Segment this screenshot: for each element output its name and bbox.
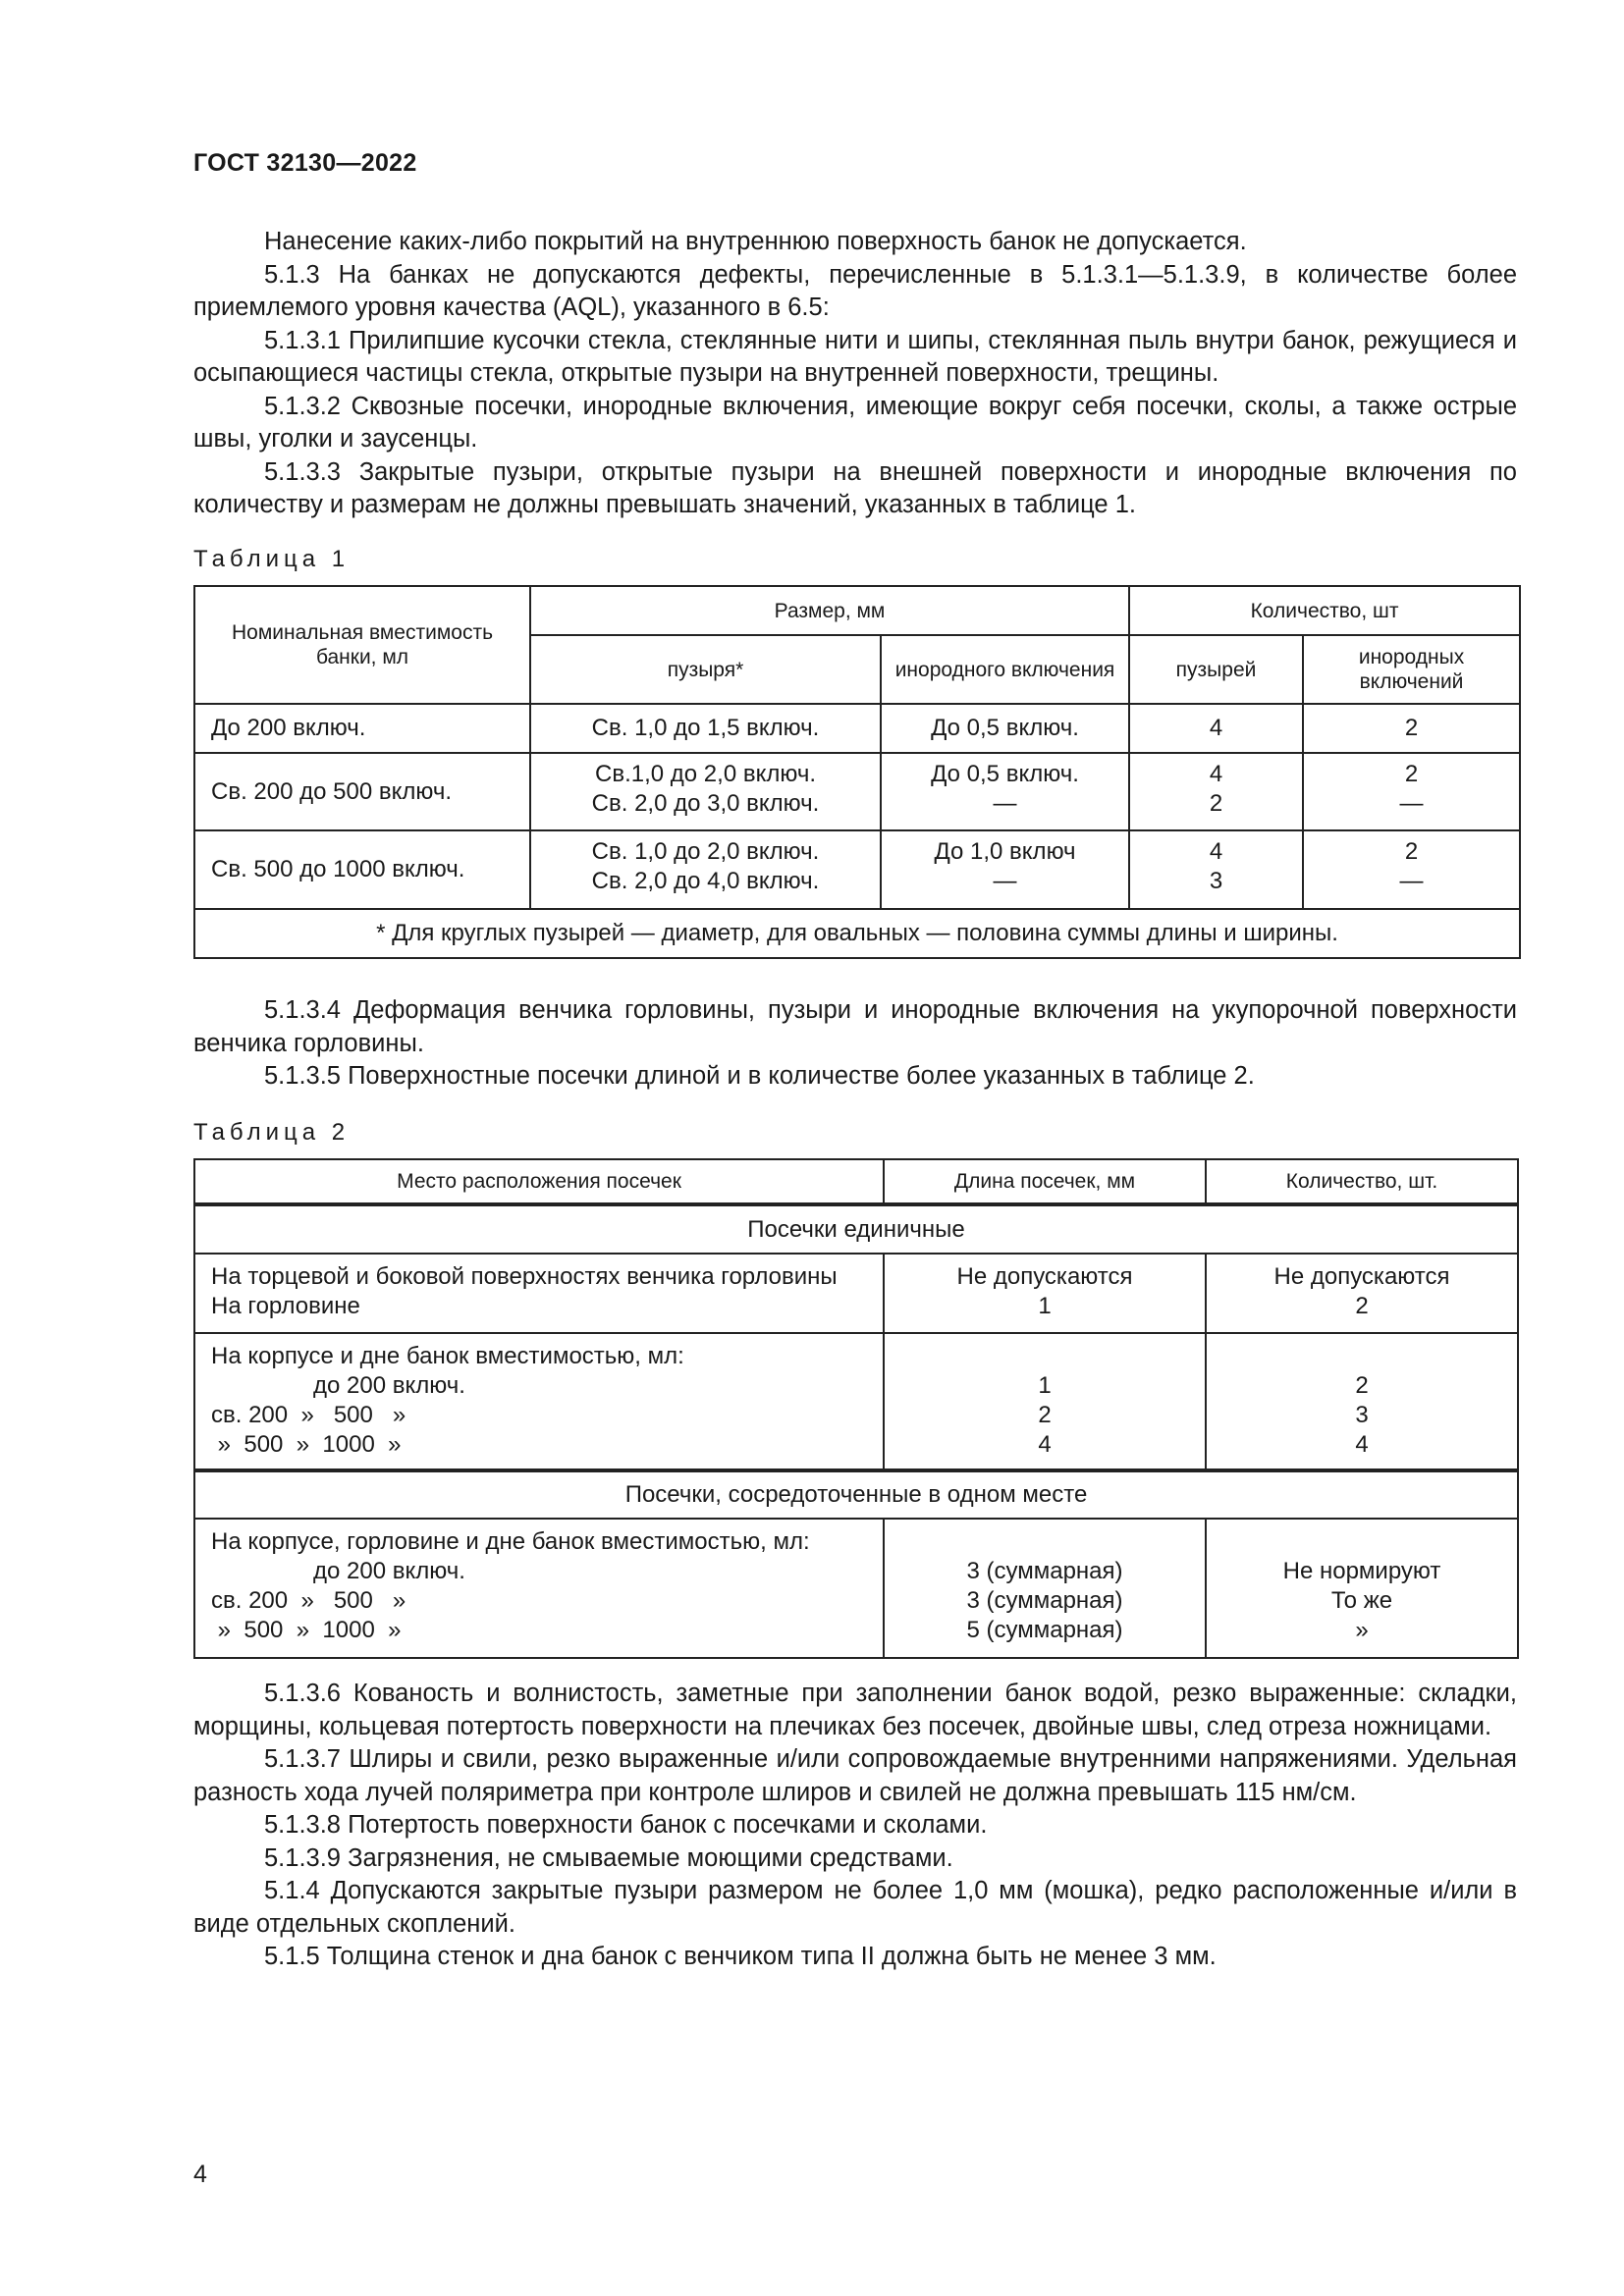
cell-line: 3 (суммарная) bbox=[966, 1558, 1123, 1584]
header-inclusions: инородных включений bbox=[1303, 635, 1520, 704]
cell-line: На корпусе и дне банок вместимостью, мл: bbox=[211, 1343, 684, 1369]
table-row bbox=[194, 704, 1520, 753]
cell-inclusion: До 0,5 включ. bbox=[881, 704, 1129, 753]
paragraph: Нанесение каких-либо покрытий на внутреннюю поверхность банок не допускается. bbox=[264, 228, 1247, 255]
table-row bbox=[194, 1333, 1518, 1470]
header-bubbles: пузырей bbox=[1129, 635, 1303, 704]
cell-line: 4 bbox=[1209, 838, 1223, 865]
cell-line: » 500 » 1000 » bbox=[211, 1617, 402, 1643]
cell-quantity bbox=[1206, 1254, 1518, 1333]
header-size: Размер, мм bbox=[530, 586, 1129, 635]
cell-bubble bbox=[530, 830, 881, 909]
cell-length bbox=[884, 1519, 1206, 1658]
cell-line: 3 bbox=[1355, 1402, 1369, 1428]
cell-line: — bbox=[993, 790, 1017, 817]
cell-capacity: Св. 500 до 1000 включ. bbox=[194, 830, 530, 909]
table1-caption: Таблица 1 bbox=[193, 546, 351, 572]
table2 bbox=[193, 1158, 1519, 1659]
cell-line: 2 bbox=[1209, 790, 1223, 817]
cell-line: Св.1,0 до 2,0 включ. bbox=[595, 761, 816, 787]
cell-line: 2 bbox=[1355, 1372, 1369, 1399]
table1 bbox=[193, 585, 1521, 959]
paragraph-5-1-3-9: 5.1.3.9 Загрязнения, не смываемые моющими средствами. bbox=[264, 1843, 953, 1872]
cell-line: На торцевой и боковой поверхностях венчика горловины bbox=[211, 1263, 838, 1290]
cell-bubbles: 4 bbox=[1129, 704, 1303, 753]
cell-line: Св. 1,0 до 2,0 включ. bbox=[591, 838, 820, 865]
middle-text bbox=[193, 994, 1517, 1094]
cell-line: Не допускаются bbox=[1273, 1263, 1450, 1290]
header-location: Место расположения посечек bbox=[194, 1159, 884, 1204]
section-concentrated-cuts: Посечки, сосредоточенные в одном месте bbox=[194, 1470, 1518, 1519]
cell-line: На корпусе, горловине и дне банок вместимостью, мл: bbox=[211, 1528, 810, 1555]
cell-inclusions: 2 bbox=[1303, 704, 1520, 753]
cell-quantity bbox=[1206, 1519, 1518, 1658]
header-length: Длина посечек, мм bbox=[884, 1159, 1206, 1204]
table-row bbox=[194, 1519, 1518, 1658]
cell-line: Не нормируют bbox=[1282, 1558, 1441, 1584]
cell-line: 3 (суммарная) bbox=[966, 1587, 1123, 1614]
cell-length bbox=[884, 1254, 1206, 1333]
cell-location bbox=[194, 1519, 884, 1658]
table1-footnote: * Для круглых пузырей — диаметр, для овальных — половина суммы длины и ширины. bbox=[194, 909, 1520, 958]
table-row bbox=[194, 753, 1520, 830]
cell-line: Св. 2,0 до 3,0 включ. bbox=[591, 790, 820, 817]
cell-line: 2 bbox=[1038, 1402, 1052, 1428]
cell-inclusions bbox=[1303, 830, 1520, 909]
cell-line: 4 bbox=[1355, 1431, 1369, 1458]
cell-line: 4 bbox=[1038, 1431, 1052, 1458]
document-header: ГОСТ 32130—2022 bbox=[193, 149, 417, 177]
paragraph-5-1-3-6: 5.1.3.6 Кованость и волнистость, заметные при заполнении банок водой, резко выраженные: складки, морщины, кольцевая потертость поверхности на плечиках без посечек, двойные швы, след отреза ножницами. bbox=[193, 1680, 1517, 1740]
paragraph-5-1-4: 5.1.4 Допускаются закрытые пузыри размером не более 1,0 мм (мошка), редко расположенные и/или в виде отдельных скоплений. bbox=[193, 1877, 1517, 1938]
paragraph-5-1-3-5: 5.1.3.5 Поверхностные посечки длиной и в количестве более указанных в таблице 2. bbox=[264, 1062, 1255, 1090]
cell-line: 1 bbox=[1038, 1372, 1052, 1399]
paragraph-5-1-3-8: 5.1.3.8 Потертость поверхности банок с посечками и сколами. bbox=[264, 1811, 988, 1839]
page-number: 4 bbox=[193, 2161, 207, 2188]
cell-bubbles bbox=[1129, 830, 1303, 909]
cell-capacity: Св. 200 до 500 включ. bbox=[194, 753, 530, 830]
cell-line: 2 bbox=[1404, 838, 1419, 865]
cell-line: До 0,5 включ. bbox=[931, 761, 1079, 787]
cell-line: Не допускаются bbox=[956, 1263, 1133, 1290]
table-row bbox=[194, 830, 1520, 909]
paragraph-5-1-5: 5.1.5 Толщина стенок и дна банок с венчиком типа II должна быть не менее 3 мм. bbox=[264, 1943, 1217, 1970]
paragraph-5-1-3-7: 5.1.3.7 Шлиры и свили, резко выраженные и/или сопровождаемые внутренними напряжениями. Удельная разность хода лучей поляриметра при контроле шлиров и свилей не должна превышать 115 нм/см. bbox=[193, 1745, 1517, 1806]
cell-line: 2 bbox=[1404, 761, 1419, 787]
cell-quantity bbox=[1206, 1333, 1518, 1470]
cell-line: до 200 включ. bbox=[313, 1372, 465, 1399]
cell-line: На горловине bbox=[211, 1293, 360, 1319]
cell-inclusion bbox=[881, 830, 1129, 909]
cell-line: св. 200 » 500 » bbox=[211, 1402, 406, 1428]
section-single-cuts: Посечки единичные bbox=[194, 1204, 1518, 1254]
paragraph-5-1-3-1: 5.1.3.1 Прилипшие кусочки стекла, стеклянные нити и шипы, стеклянная пыль внутри банок, режущиеся и осыпающиеся частицы стекла, открытые пузыри на внутренней поверхности, трещины. bbox=[193, 326, 1517, 387]
cell-line: » bbox=[1355, 1617, 1369, 1643]
cell-bubble: Св. 1,0 до 1,5 включ. bbox=[530, 704, 881, 753]
outro-text bbox=[193, 1678, 1517, 1974]
header-capacity: Номинальная вместимость банки, мл bbox=[194, 586, 530, 704]
cell-bubbles bbox=[1129, 753, 1303, 830]
paragraph-5-1-3-4: 5.1.3.4 Деформация венчика горловины, пузыри и инородные включения на укупорочной поверхности венчика горловины. bbox=[193, 996, 1517, 1057]
header-quantity: Количество, шт. bbox=[1206, 1159, 1518, 1204]
cell-line: То же bbox=[1330, 1587, 1393, 1614]
table2-caption: Таблица 2 bbox=[193, 1119, 351, 1146]
cell-line: — bbox=[993, 868, 1017, 894]
cell-inclusions bbox=[1303, 753, 1520, 830]
cell-line: До 1,0 включ bbox=[934, 838, 1076, 865]
cell-line: св. 200 » 500 » bbox=[211, 1587, 406, 1614]
paragraph-5-1-3: 5.1.3 На банках не допускаются дефекты, перечисленные в 5.1.3.1—5.1.3.9, в количестве более приемлемого уровня качества (AQL), указанного в 6.5: bbox=[193, 260, 1517, 321]
cell-location bbox=[194, 1333, 884, 1470]
cell-line: до 200 включ. bbox=[313, 1558, 465, 1584]
header-bubble: пузыря* bbox=[530, 635, 881, 704]
cell-bubble bbox=[530, 753, 881, 830]
cell-length bbox=[884, 1333, 1206, 1470]
table-row bbox=[194, 1254, 1518, 1333]
cell-line: 2 bbox=[1355, 1293, 1369, 1319]
cell-location bbox=[194, 1254, 884, 1333]
cell-line: — bbox=[1399, 790, 1424, 817]
paragraph-5-1-3-3: 5.1.3.3 Закрытые пузыри, открытые пузыри на внешней поверхности и инородные включения по количеству и размерам не должны превышать значений, указанных в таблице 1. bbox=[193, 457, 1517, 518]
cell-line: Св. 2,0 до 4,0 включ. bbox=[591, 868, 820, 894]
cell-line: 3 bbox=[1209, 868, 1223, 894]
cell-line: 5 (суммарная) bbox=[966, 1617, 1123, 1643]
cell-inclusion bbox=[881, 753, 1129, 830]
cell-line: 1 bbox=[1038, 1293, 1052, 1319]
cell-line: — bbox=[1399, 868, 1424, 894]
intro-text bbox=[193, 226, 1517, 522]
cell-line: » 500 » 1000 » bbox=[211, 1431, 402, 1458]
header-quantity: Количество, шт bbox=[1129, 586, 1520, 635]
cell-capacity: До 200 включ. bbox=[194, 704, 530, 753]
cell-line: 4 bbox=[1209, 761, 1223, 787]
paragraph-5-1-3-2: 5.1.3.2 Сквозные посечки, инородные включения, имеющие вокруг себя посечки, сколы, а также острые швы, уголки и заусенцы. bbox=[193, 392, 1517, 453]
header-inclusion: инородного включения bbox=[881, 635, 1129, 704]
